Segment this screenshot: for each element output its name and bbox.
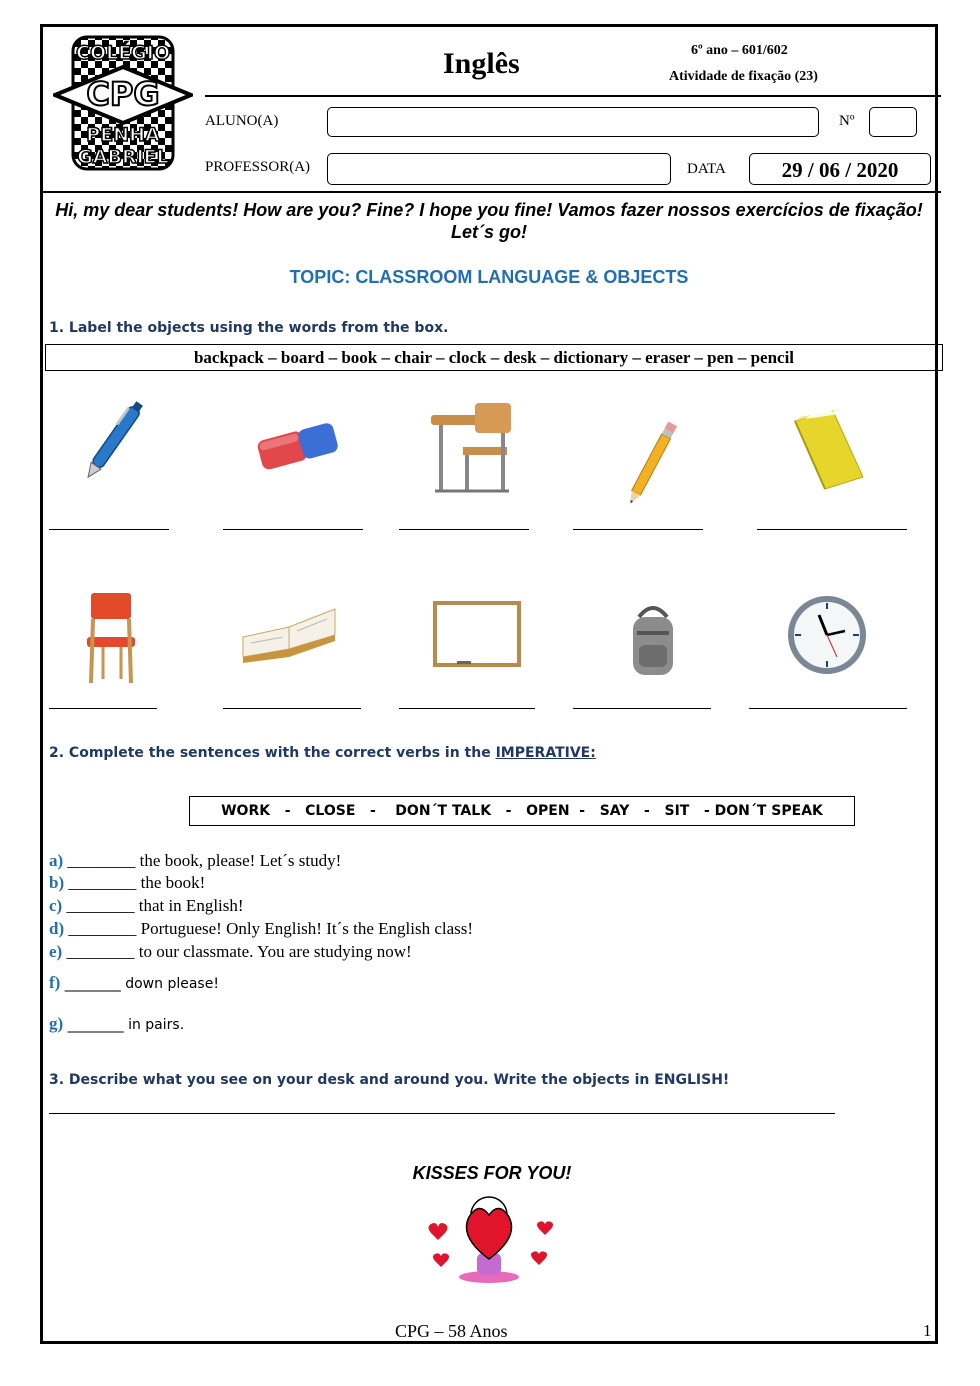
date-field[interactable]: 29 / 06 / 2020 [749, 153, 931, 185]
svg-text:CPG: CPG [86, 75, 160, 113]
sentence-b [49, 873, 205, 893]
teacher-name-field[interactable] [327, 153, 671, 185]
imperative-keyword: IMPERATIVE: [495, 745, 596, 761]
dictionary-icon [239, 587, 339, 687]
answer-blank[interactable] [49, 708, 157, 709]
sentence-text: ________ in pairs. [63, 1017, 185, 1033]
sentence-letter: e) [49, 942, 63, 961]
answer-blank[interactable] [49, 529, 169, 530]
header-bottom-divider [43, 191, 941, 193]
sentence-text: ________ that in English! [62, 896, 244, 915]
sentence-text: ________ the book! [64, 873, 206, 892]
teacher-label: PROFESSOR(A) [205, 159, 311, 175]
grade-label: 6º ano – 601/602 [691, 43, 788, 58]
sentence-letter: g) [49, 1014, 64, 1033]
sentence-f [49, 973, 219, 993]
header-divider [205, 95, 941, 97]
number-label: Nº [839, 113, 855, 129]
sentence-letter: b) [49, 873, 65, 892]
description-answer-line[interactable] [49, 1113, 835, 1114]
worksheet-page [40, 24, 938, 1344]
answer-blank[interactable] [573, 708, 711, 709]
student-name-field[interactable] [327, 107, 819, 137]
sentence-letter: c) [49, 896, 63, 915]
subject-title: Inglês [443, 47, 520, 80]
activity-label: Atividade de fixação (23) [669, 69, 818, 84]
kisses-cartoon-icon [421, 1189, 557, 1285]
sentence-text: ________ to our classmate. You are studying now! [62, 942, 412, 961]
question-3-prompt: 3. Describe what you see on your desk and around you. Write the objects in ENGLISH! [49, 1072, 730, 1088]
sentence-g [49, 1014, 184, 1034]
svg-text:GABRIEL: GABRIEL [77, 146, 169, 168]
closing-message: KISSES FOR YOU! [412, 1163, 572, 1183]
answer-blank[interactable] [757, 529, 907, 530]
date-label: DATA [687, 161, 726, 177]
page-number: 1 [923, 1321, 932, 1340]
footer-text: CPG – 58 Anos [395, 1321, 508, 1341]
student-number-field[interactable] [869, 107, 917, 137]
greeting-text: Hi, my dear students! How are you? Fine? I hope you fine! Vamos fazer nossos exercícios de fixação! Let´s go! [55, 200, 923, 242]
answer-blank[interactable] [399, 708, 535, 709]
verb-box: WORK - CLOSE - DON´T TALK - OPEN - SAY - SIT - DON´T SPEAK [189, 796, 855, 826]
footer-rule-right [549, 1341, 905, 1342]
footer-rule-left [45, 1341, 397, 1342]
svg-text:PENHA: PENHA [86, 124, 160, 146]
sentence-c [49, 896, 244, 916]
topic-heading: TOPIC: CLASSROOM LANGUAGE & OBJECTS [289, 267, 689, 287]
school-logo [53, 33, 193, 173]
board-icon [427, 587, 527, 687]
svg-text:COLÉGIO: COLÉGIO [76, 42, 170, 64]
pencil-icon [603, 411, 703, 511]
student-label: ALUNO(A) [205, 113, 279, 129]
sentence-letter: f) [49, 973, 61, 992]
answer-blank[interactable] [223, 708, 361, 709]
sentence-text: ________ Portuguese! Only English! It´s the English class! [64, 919, 474, 938]
answer-blank[interactable] [749, 708, 907, 709]
pen-icon [69, 383, 169, 483]
desk-icon [423, 397, 523, 497]
sentence-text: ________ down please! [60, 976, 219, 992]
word-box: backpack – board – book – chair – clock – desk – dictionary – eraser – pen – pencil [45, 344, 943, 371]
question-1-prompt: 1. Label the objects using the words from the box. [49, 320, 449, 336]
question-2-prompt [49, 745, 596, 761]
eraser-icon [249, 397, 349, 497]
answer-blank[interactable] [223, 529, 363, 530]
sentence-text: ________ the book, please! Let´s study! [63, 851, 342, 870]
sentence-letter: d) [49, 919, 65, 938]
chair-icon [63, 587, 163, 687]
answer-blank[interactable] [573, 529, 703, 530]
sentence-letter: a) [49, 851, 64, 870]
question-2-prefix: 2. Complete the sentences with the correct verbs in the [49, 745, 496, 761]
clock-icon [777, 585, 877, 685]
book-icon [775, 397, 875, 497]
sentence-e [49, 942, 412, 962]
backpack-icon [603, 591, 703, 691]
sentence-a [49, 851, 341, 871]
answer-blank[interactable] [399, 529, 529, 530]
sentence-d [49, 919, 473, 939]
